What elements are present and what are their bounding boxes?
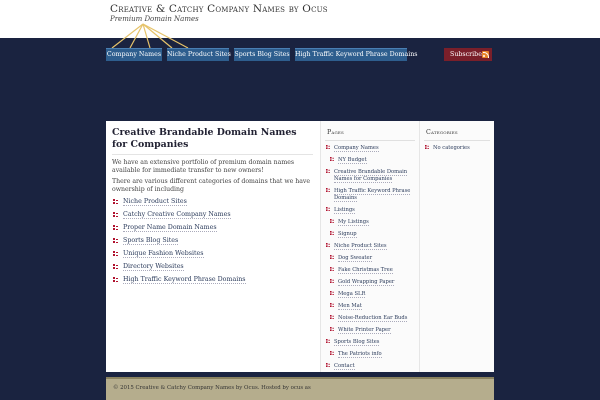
bullet-icon [330,157,334,162]
categories-widget-title: Categories [424,127,490,141]
sidebar-page-item[interactable] [329,255,415,262]
bullet-icon [330,315,334,320]
sidebar-page-link[interactable]: White Printer Paper [338,327,391,333]
sidebar-page-link[interactable]: Company Names [334,145,379,151]
categories-list [424,145,490,152]
sidebar-page-link[interactable]: Fake Christmas Tree [338,267,393,273]
sidebar-page-link[interactable]: Noise-Reduction Ear Buds [338,315,408,321]
bullet-icon [113,251,118,257]
bullet-icon [330,327,334,332]
sidebar-page-item[interactable] [325,145,415,152]
main-content [106,121,319,372]
nav-tab-company-names[interactable]: Company Names [106,48,162,61]
site-footer [106,377,494,400]
sidebar-page-link[interactable]: Contact [334,363,355,369]
bullet-icon [113,225,118,231]
sidebar-page-link[interactable]: High Traffic Keyword Phrase Domains [334,188,411,201]
bullet-icon [326,363,330,368]
sidebar-page-link[interactable]: Signup [338,231,357,237]
sidebar-page-link[interactable]: My Listings [338,219,369,225]
sidebar-page-link[interactable]: Men Mat [338,303,362,309]
bullet-icon [113,199,118,205]
categories-intro: There are various different categories of domains that we have ownership of including [112,178,311,193]
pages-widget [320,121,419,372]
content-area [106,121,494,372]
list-item[interactable] [112,276,313,284]
sidebar-page-item[interactable] [325,339,415,346]
sidebar-page-link[interactable]: The Patriots info [338,351,382,357]
list-item[interactable] [112,250,313,258]
bullet-icon [330,291,334,296]
bullet-icon [330,303,334,308]
bullet-icon [326,145,330,150]
site-tagline: Premium Domain Names [110,15,199,23]
sidebar-page-item[interactable] [329,315,415,322]
nav-tab-sports-blog-sites[interactable]: Sports Blog Sites [234,48,290,61]
list-item[interactable] [112,198,313,206]
sidebar-page-link[interactable]: Listings [334,207,355,213]
bullet-icon [326,188,330,193]
list-item[interactable] [112,211,313,219]
sidebar-page-item[interactable] [329,351,415,358]
list-item[interactable] [112,263,313,271]
bullet-icon [330,267,334,272]
sidebar-page-item[interactable] [329,279,415,286]
domain-category-list [112,198,313,284]
sidebar-page-link[interactable]: Dog Sweater [338,255,373,261]
list-item-link[interactable]: Catchy Creative Company Names [123,211,231,218]
pages-list [325,145,415,370]
sidebar-page-item[interactable] [329,291,415,298]
subscribe-button[interactable] [444,48,492,61]
categories-widget [419,121,494,372]
bullet-icon [113,277,118,283]
site-header [0,0,600,38]
bullet-icon [330,231,334,236]
sidebar-page-item[interactable] [325,169,415,183]
sidebar-page-item[interactable] [329,219,415,226]
list-item[interactable] [112,224,313,232]
sidebar-page-link[interactable]: Mega SLR [338,291,366,297]
rss-icon [482,51,489,58]
list-item-link[interactable]: High Traffic Keyword Phrase Domains [123,276,246,283]
nav-tab-high-traffic-keyword[interactable]: High Traffic Keyword Phrase Domains [295,48,407,61]
sidebar-page-item[interactable] [325,188,415,202]
list-item [424,145,490,152]
sidebar-page-item[interactable] [329,157,415,164]
sidebar-page-item[interactable] [329,267,415,274]
bullet-icon [113,238,118,244]
list-item-link[interactable]: Proper Name Domain Names [123,224,217,231]
bullet-icon [326,243,330,248]
sidebar-page-item[interactable] [325,363,415,370]
bullet-icon [425,145,429,150]
bullet-icon [330,279,334,284]
bullet-icon [113,212,118,218]
bullet-icon [113,264,118,270]
sidebar-page-link[interactable]: Sports Blog Sites [334,339,380,345]
list-item-link[interactable]: Niche Product Sites [123,198,187,205]
list-item-link[interactable]: Sports Blog Sites [123,237,179,244]
list-item-link[interactable]: Directory Websites [123,263,184,270]
list-item-link[interactable]: Unique Fashion Websites [123,250,204,257]
sidebar-page-link[interactable]: Niche Product Sites [334,243,387,249]
intro-paragraph: We have an extensive portfolio of premium domain names available for immediate transfer to new owners! [112,159,295,174]
sidebar-page-item[interactable] [329,303,415,310]
list-item[interactable] [112,237,313,245]
sidebar-page-link[interactable]: NY Budget [338,157,367,163]
no-categories-text: No categories [433,145,470,151]
sidebar-page-link[interactable]: Creative Brandable Domain Names for Companies [334,169,408,182]
sidebar-page-link[interactable]: Gold Wrapping Paper [338,279,395,285]
pages-widget-title: Pages [325,127,415,141]
bullet-icon [330,351,334,356]
bullet-icon [326,207,330,212]
nav-tab-niche-product-sites[interactable]: Niche Product Sites [167,48,229,61]
sidebar-page-item[interactable] [329,327,415,334]
sidebar-page-item[interactable] [325,243,415,250]
subscribe-label: Subscribe [450,51,482,58]
bullet-icon [326,339,330,344]
footer-copyright: © 2015 Creative & Catchy Company Names by Ocus. Hosted by ocus as [113,385,311,391]
page-title: Creative Brandable Domain Names for Companies [112,127,313,155]
bullet-icon [330,255,334,260]
bullet-icon [326,169,330,174]
sidebar-page-item[interactable] [325,207,415,214]
bullet-icon [330,219,334,224]
sidebar-page-item[interactable] [329,231,415,238]
site-title[interactable]: Creative & Catchy Company Names by Ocus [110,3,328,15]
